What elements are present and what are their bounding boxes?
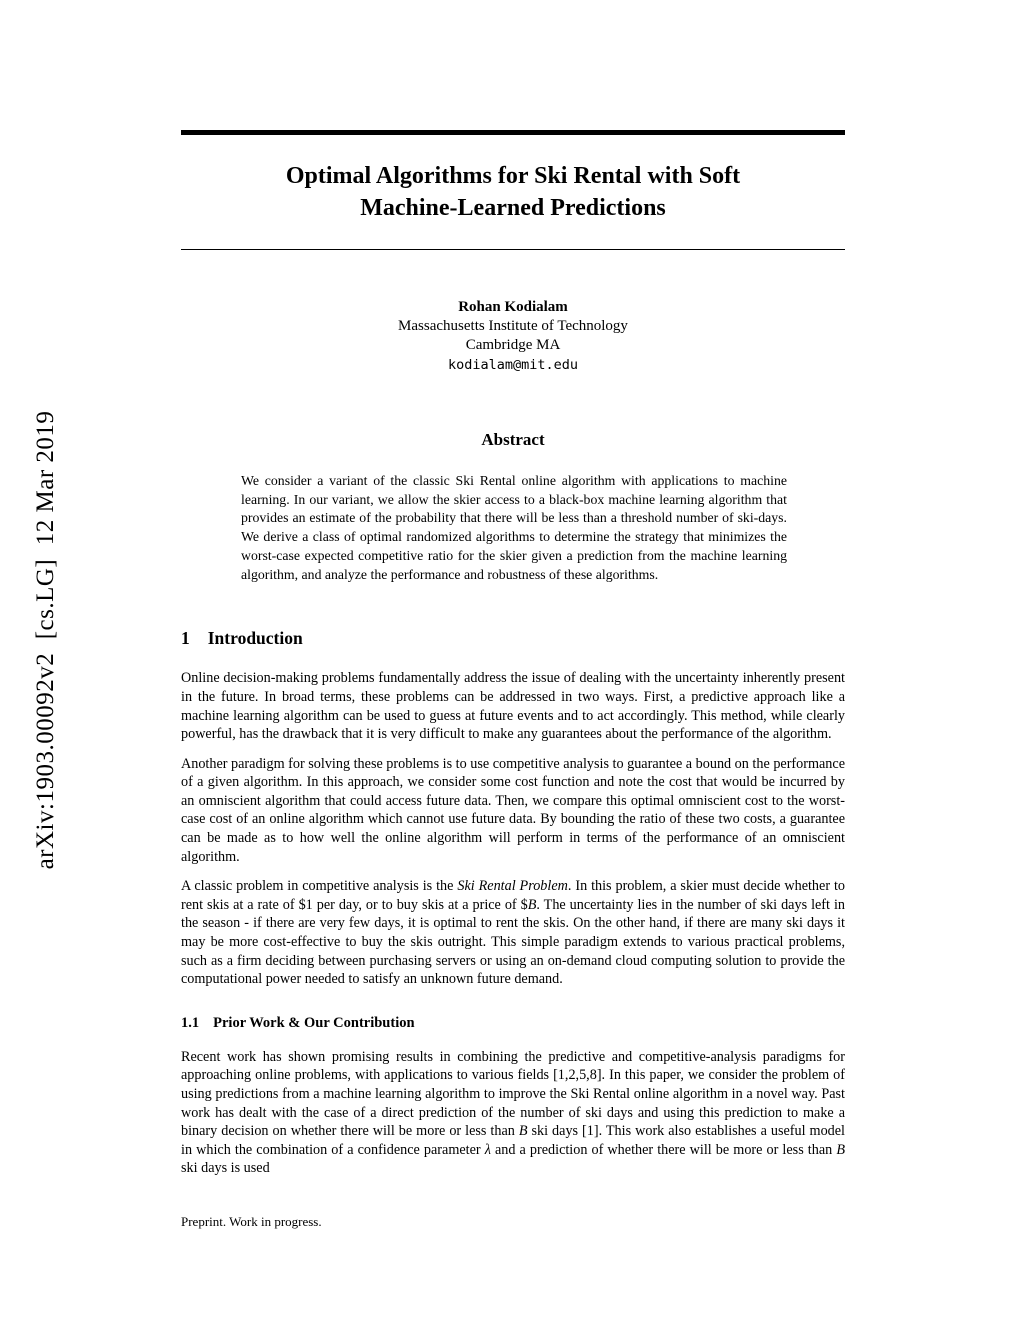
intro-paragraph-2: Another paradigm for solving these problems is to use competitive analysis to guarantee a bound on the performance of a given algorithm. In this approach, we consider some cost function and note the cost that would be incurred by an omniscient algorithm that could access future data. Then, we compare this optimal omniscient cost to the worst-case cost of an online algorithm which cannot use future data. By bounding the ratio of these two costs, a guarantee can be made as to how well the online algorithm will perform in terms of the performance of an omniscient algorithm. xyxy=(181,755,845,865)
abstract-heading: Abstract xyxy=(481,429,545,449)
math-symbol-B: B xyxy=(527,896,537,913)
title-rule-top xyxy=(181,130,845,135)
section-1-heading xyxy=(181,628,845,649)
math-symbol-B: B xyxy=(836,1141,845,1158)
abstract-text: We consider a variant of the classic Ski Rental online algorithm with applications to machine learning. In our variant, we allow the skier access to a black-box machine learning algorithm that provides an estimate of the probability that there will be less than a threshold number of ski-days. We derive a class of optimal randomized algorithms to determine the strategy that minimizes the worst-case expected competitive ratio for the skier given a prediction from the machine learning algorithm, and analyze the performance and robustness of these algorithms. xyxy=(241,472,787,582)
math-symbol-B: B xyxy=(518,1123,528,1140)
intro-paragraph-3-text: . In this problem, a skier must decide whether to rent skis at a rate of $1 per day, or to buy skis at a price of $ xyxy=(181,878,845,913)
preprint-footnote: Preprint. Work in progress. xyxy=(181,1213,322,1229)
prior-work-text: and a prediction of whether there will be more or less than xyxy=(490,1141,837,1158)
subsection-1-1-number: 1.1 xyxy=(181,1014,200,1031)
prior-work-text: ski days is used xyxy=(181,1160,270,1177)
paper-title xyxy=(181,161,845,225)
prior-work-text: ski days [1]. This work also establishes a useful model in which the combination of a confidence parameter xyxy=(181,1123,845,1158)
title-rule-bottom xyxy=(181,249,845,251)
author-affiliation: Massachusetts Institute of Technology xyxy=(398,317,628,334)
prior-work-text: Recent work has shown promising results in combining the predictive and competitive-analysis paradigms for approaching online problems, with applications to various fields [1,2,5,8]. In this paper, we consider the problem of using predictions from a machine learning algorithm to improve the Ski Rental online algorithm in a novel way. Past work has dealt with the case of a direct prediction of the number of ski days and using this prediction to make a binary decision on whether there will be more or less than xyxy=(181,1048,845,1140)
subsection-1-1-title: Prior Work & Our Contribution xyxy=(213,1014,415,1031)
prior-work-paragraph xyxy=(181,1048,845,1178)
paper-title-line-1: Optimal Algorithms for Ski Rental with Soft xyxy=(285,163,741,189)
author-email: kodialam@mit.edu xyxy=(447,357,579,374)
intro-paragraph-3-text: . The uncertainty lies in the number of ski days left in the season - if there are very few days, it is optimal to rent the skis. On the other hand, if there are many ski days it may be more cost-effective to buy the skis outright. This simple paradigm extends to various practical problems, such as a firm deciding between purchasing servers or using an on-demand cloud computing solution to provide the computational power needed to satisfy an unknown future demand. xyxy=(181,896,845,988)
intro-paragraph-3 xyxy=(181,877,845,989)
paper-title-line-2: Machine-Learned Predictions xyxy=(360,194,666,221)
subsection-1-1-heading xyxy=(181,1015,845,1032)
section-1-number: 1 xyxy=(181,628,190,649)
author-name: Rohan Kodialam xyxy=(458,299,568,316)
intro-paragraph-1: Online decision-making problems fundamentally address the issue of dealing with the uncertainty inherently present in the future. In broad terms, these problems can be addressed in two ways. First, a predictive approach like a machine learning algorithm can be used to guess at future events and to act accordingly. This method, while clearly powerful, has the drawback that it is very difficult to make any guarantees about the performance of the algorithm. xyxy=(181,670,845,743)
section-1-title: Introduction xyxy=(207,628,303,649)
author-block xyxy=(181,298,845,374)
ski-rental-problem-term: Ski Rental Problem xyxy=(457,878,568,895)
intro-paragraph-3-text: A classic problem in competitive analysis is the xyxy=(181,878,458,895)
paper-content-column xyxy=(181,0,845,1230)
math-symbol-lambda: λ xyxy=(484,1141,491,1158)
arxiv-watermark: arXiv:1903.00092v2 [cs.LG] 12 Mar 2019 xyxy=(32,410,59,870)
author-city: Cambridge MA xyxy=(465,336,561,353)
